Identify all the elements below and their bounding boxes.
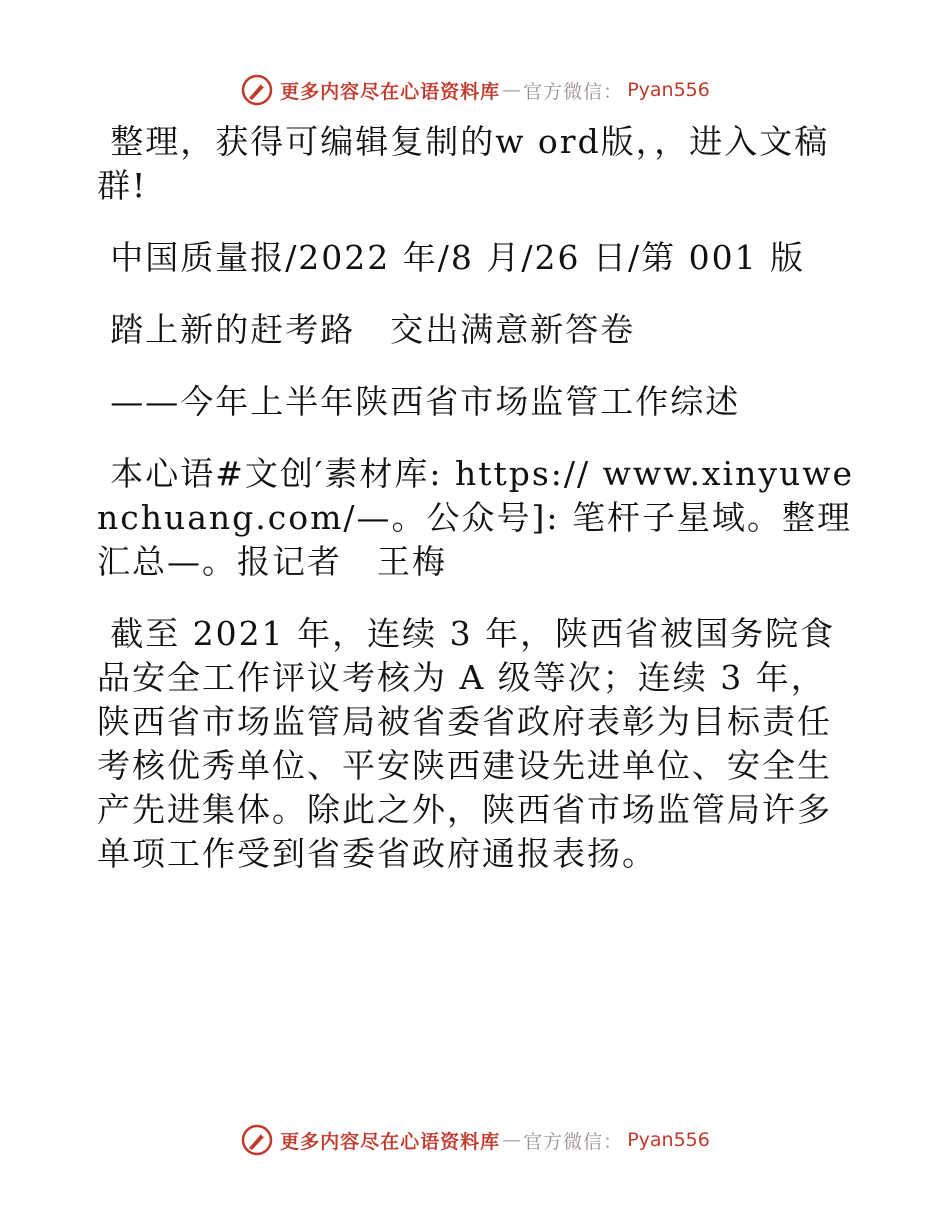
pen-logo-icon (240, 1123, 274, 1157)
banner-wechat-id: Pyan556 (627, 79, 710, 101)
source-line: 中国质量报/2022 年/8 月/26 日/第 001 版 (110, 238, 806, 277)
banner-wechat-label: 官方微信： (523, 80, 624, 103)
article-subtitle: ——今年上半年陕西省市场监管工作综述 (110, 382, 741, 421)
banner-text: 更多内容尽在心语资料库 (280, 1130, 501, 1153)
article-title: 踏上新的赶考路 交出满意新答卷 (110, 310, 636, 349)
body-paragraph: 截至 2021 年，连续 3 年，陕西省被国务院食品安全工作评议考核为 A 级等次；连续 3 年，陕西省市场监管局被省委省政府表彰为目标责任考核优秀单位、平安陕西建设先进单位、安全生产先进集体。除此之外，陕西省市场监管局许多单项工作受到省委省政府通报表扬。 (97, 614, 836, 873)
banner-dash: — (502, 1129, 522, 1151)
pen-logo-icon (240, 73, 274, 107)
footer-watermark-banner (0, 1120, 950, 1160)
document-body (97, 120, 857, 876)
banner-wechat-label: 官方微信： (523, 1130, 624, 1153)
header-watermark-banner (0, 70, 950, 110)
banner-dash: — (502, 79, 522, 101)
banner-wechat-id: Pyan556 (627, 1129, 710, 1151)
intro-text: 整理，获得可编辑复制的w ord版，，进入文稿群! (97, 122, 830, 205)
banner-text: 更多内容尽在心语资料库 (280, 80, 501, 103)
credit-line: 本心语#文创′素材库: https:// www.xinyuwenchuang.com/—。公众号]: 笔杆子星域。整理汇总—。报记者 王梅 (97, 454, 855, 581)
